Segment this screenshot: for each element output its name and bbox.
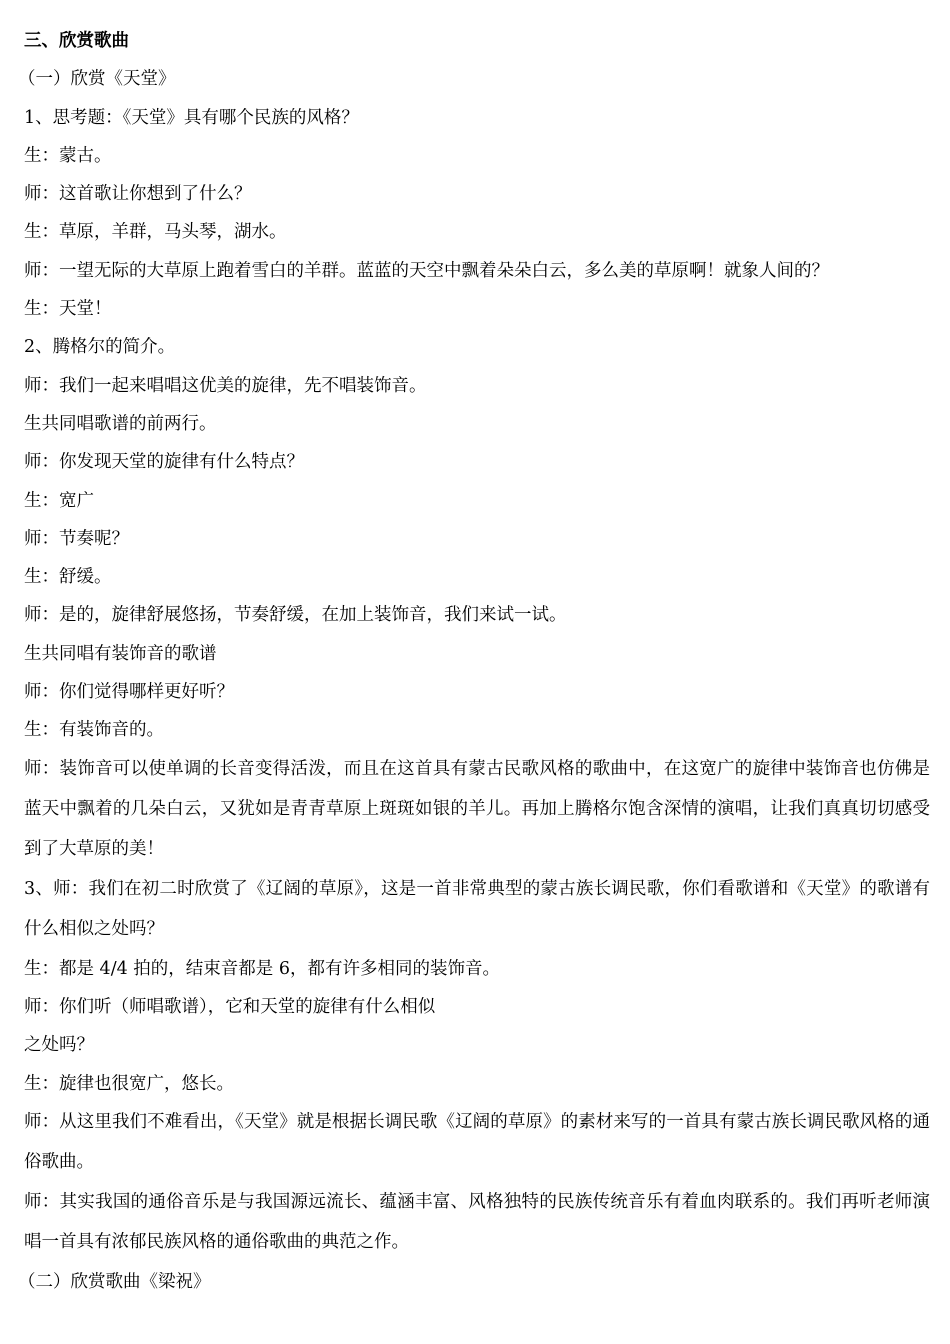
- text-line: 生：天堂！: [24, 299, 112, 320]
- text-line: 之处吗？: [24, 1035, 94, 1056]
- text-line: 师：节奏呢？: [24, 528, 129, 549]
- text-line: 生共同唱有装饰音的歌谱: [24, 643, 217, 664]
- text-line: 师：你发现天堂的旋律有什么特点？: [24, 452, 304, 473]
- text-line: 生：都是 4/4 拍的，结束音都是 6，都有许多相同的装饰音。: [24, 958, 500, 979]
- text-line: 师：你们听（师唱歌谱），它和天堂的旋律有什么相似: [24, 996, 436, 1017]
- paragraph-decoration-notes: 师：装饰音可以使单调的长音变得活泼，而且在这首具有蒙古民歌风格的歌曲中，在这宽广的旋律中装饰音也仿佛是蓝天中飘着的几朵白云，又犹如是青青草原上斑斑如银的羊儿。再加上腾格尔饱含深情的演唱，让我们真真切切感受到了大草原的美！: [24, 758, 930, 859]
- document-page: [18, 22, 930, 1301]
- text-line: 师：你们觉得哪样更好听？: [24, 682, 234, 703]
- paragraph-popular-music: 师：其实我国的通俗音乐是与我国源远流长、蕴涵丰富、风格独特的民族传统音乐有着血肉联系的。我们再听老师演唱一首具有浓郁民族风格的通俗歌曲的典范之作。: [24, 1191, 930, 1252]
- sub-heading-liangzhu: （二）欣赏歌曲《梁祝》: [18, 1271, 211, 1292]
- text-line: 1、思考题：《天堂》具有哪个民族的风格？: [24, 107, 359, 128]
- text-line: 师：是的，旋律舒展悠扬，节奏舒缓，在加上装饰音，我们来试一试。: [24, 605, 567, 626]
- text-line: 师：我们一起来唱唱这优美的旋律，先不唱装饰音。: [24, 375, 427, 396]
- text-line: 生：蒙古。: [24, 145, 112, 166]
- text-line: 生：舒缓。: [24, 567, 112, 588]
- text-line: 生共同唱歌谱的前两行。: [24, 413, 217, 434]
- paragraph-conclusion: 师：从这里我们不难看出，《天堂》就是根据长调民歌《辽阔的草原》的素材来写的一首具有蒙古族长调民歌风格的通俗歌曲。: [24, 1111, 930, 1172]
- text-line: 生：有装饰音的。: [24, 720, 164, 741]
- text-line: 生：草原，羊群，马头琴，湖水。: [24, 222, 287, 243]
- section-title: 三、欣赏歌曲: [24, 31, 129, 51]
- sub-heading-tiantang: （一）欣赏《天堂》: [18, 69, 176, 90]
- text-line: 师：这首歌让你想到了什么？: [24, 184, 252, 205]
- text-line: 2、腾格尔的简介。: [24, 337, 176, 358]
- text-line: 生：宽广: [24, 490, 94, 511]
- paragraph-grassland-comparison: 3、师：我们在初二时欣赏了《辽阔的草原》，这是一首非常典型的蒙古族长调民歌，你们看歌谱和《天堂》的歌谱有什么相似之处吗？: [24, 878, 930, 939]
- text-line: 生：旋律也很宽广，悠长。: [24, 1073, 234, 1094]
- text-line: 师：一望无际的大草原上跑着雪白的羊群。蓝蓝的天空中飘着朵朵白云，多么美的草原啊！就象人间的？: [24, 260, 829, 281]
